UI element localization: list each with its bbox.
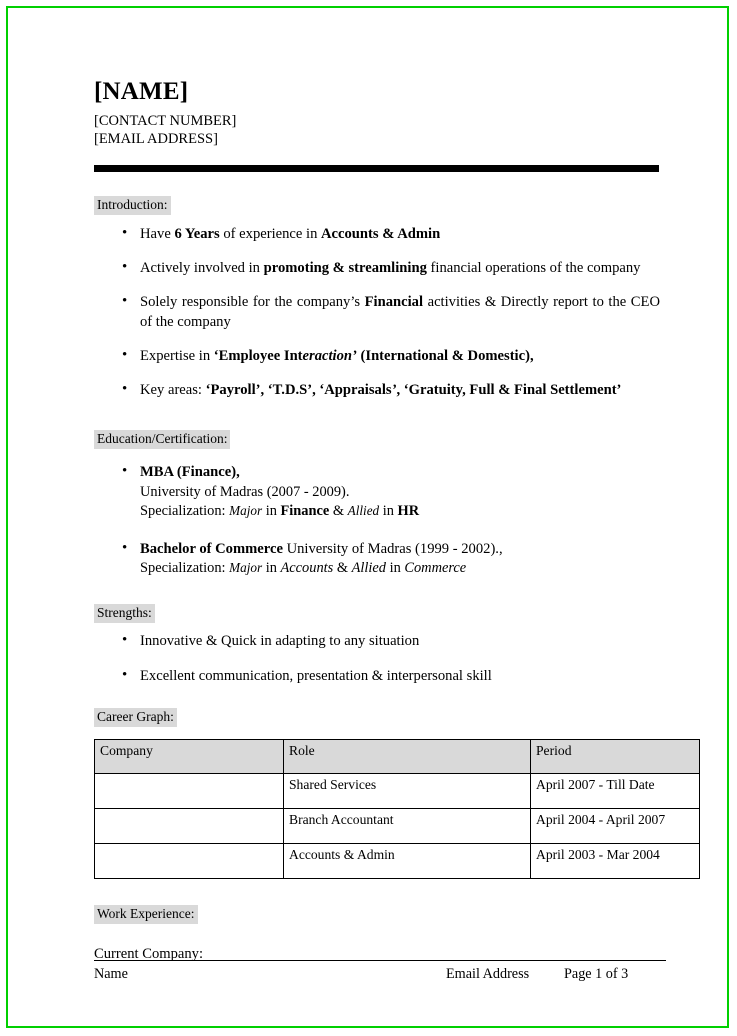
cell-company <box>95 774 284 809</box>
bullet-text-part: ’ <box>391 382 397 399</box>
bullet-text-part: 6 Years <box>174 225 220 242</box>
section-heading-introduction: Introduction: <box>94 196 171 215</box>
education-list <box>94 463 666 578</box>
list-item <box>140 347 666 366</box>
degree-title: Bachelor of Commerce <box>140 540 283 557</box>
specialization-part: Allied <box>351 559 386 576</box>
specialization-part: & <box>329 503 348 520</box>
section-heading-work-experience: Work Experience: <box>94 905 198 924</box>
list-item <box>140 463 666 521</box>
table-row <box>95 844 700 879</box>
column-header-company: Company <box>95 740 284 774</box>
specialization-label: Specialization: <box>140 503 226 520</box>
bullet-text-part: Actively involved in <box>140 260 264 277</box>
cell-company <box>95 844 284 879</box>
strengths-list <box>94 632 666 686</box>
specialization-part: Commerce <box>404 559 467 576</box>
column-header-period: Period <box>531 740 700 774</box>
header-divider <box>94 165 659 172</box>
table-row <box>95 809 700 844</box>
institute-name: University of Madras (1999 - 2002)., <box>282 540 503 557</box>
page-border <box>6 6 729 1028</box>
bullet-text-part: financial operations of the company <box>426 260 641 277</box>
specialization-part: Finance <box>280 503 330 520</box>
footer-page-number: Page 1 of 3 <box>564 966 629 982</box>
bullet-text-part: eraction’ <box>302 347 357 364</box>
section-heading-strengths: Strengths: <box>94 604 155 623</box>
contact-number: [CONTACT NUMBER] <box>94 112 237 129</box>
email-address: [EMAIL ADDRESS] <box>94 131 218 148</box>
list-item: • Innovative & Quick in adapting to any situation <box>140 632 666 651</box>
list-item <box>140 540 666 579</box>
list-item <box>140 225 666 244</box>
bullet-text-part: ‘Payroll’, ‘T.D.S’, ‘Appraisals <box>205 382 392 399</box>
specialization-part: Major <box>229 559 263 575</box>
cell-company <box>95 809 284 844</box>
section-heading-career-graph: Career Graph: <box>94 708 177 727</box>
list-item: • Excellent communication, presentation & interpersonal skill <box>140 667 666 686</box>
specialization-part: in <box>386 559 405 576</box>
bullet-text-part: ‘Employee Int <box>213 347 303 364</box>
cell-period: April 2007 - Till Date <box>531 774 700 809</box>
specialization-part: in <box>379 503 398 520</box>
degree-title: MBA (Finance), <box>140 464 240 481</box>
bullet-text-part: Accounts & Admin <box>321 225 441 242</box>
career-graph-table <box>94 739 700 879</box>
footer-email: Email Address <box>446 966 530 982</box>
introduction-list <box>94 225 666 401</box>
bullet-text-part: Financial <box>364 294 424 311</box>
specialization-part: Allied <box>347 503 380 519</box>
bullet-text-part: , ‘Gratuity, Full & Final Settlement’ <box>396 382 622 399</box>
bullet-text-part: of experience in <box>219 225 322 242</box>
specialization-line <box>140 559 660 578</box>
specialization-line <box>140 502 660 521</box>
specialization-part: in <box>262 503 281 520</box>
column-header-role: Role <box>284 740 531 774</box>
institute-name: University of Madras (2007 - 2009). <box>140 483 350 500</box>
resume-document <box>94 78 666 968</box>
cell-role: Branch Accountant <box>284 809 531 844</box>
list-item <box>140 293 666 332</box>
table-header-row <box>95 740 700 774</box>
page-title: [NAME] <box>94 78 189 105</box>
specialization-part: in <box>262 559 281 576</box>
specialization-label: Specialization: <box>140 559 226 576</box>
specialization-part: Major <box>229 503 263 519</box>
bullet-text-part: Have <box>140 225 175 242</box>
bullet-text-part: (International & Domestic), <box>356 347 534 364</box>
bullet-text-part: promoting & streamlining <box>263 260 427 277</box>
current-company-label: Current Company: <box>94 946 204 963</box>
cell-period: April 2003 - Mar 2004 <box>531 844 700 879</box>
cell-period: April 2004 - April 2007 <box>531 809 700 844</box>
bullet-text-part: Solely responsible for the company’s <box>140 294 365 311</box>
page-footer <box>94 960 666 983</box>
bullet-text-part: activities & Directly report to the CEO of the company <box>140 294 660 330</box>
specialization-part: Accounts <box>280 559 334 576</box>
table-row <box>95 774 700 809</box>
list-item <box>140 381 666 400</box>
cell-role: Accounts & Admin <box>284 844 531 879</box>
cell-role: Shared Services <box>284 774 531 809</box>
footer-name: Name <box>94 966 128 982</box>
list-item <box>140 259 666 278</box>
specialization-part: & <box>333 559 352 576</box>
section-heading-education: Education/Certification: <box>94 430 230 449</box>
bullet-text-part: Expertise in <box>140 347 214 364</box>
bullet-text-part: Key areas: <box>140 382 206 399</box>
specialization-part: HR <box>397 503 420 520</box>
